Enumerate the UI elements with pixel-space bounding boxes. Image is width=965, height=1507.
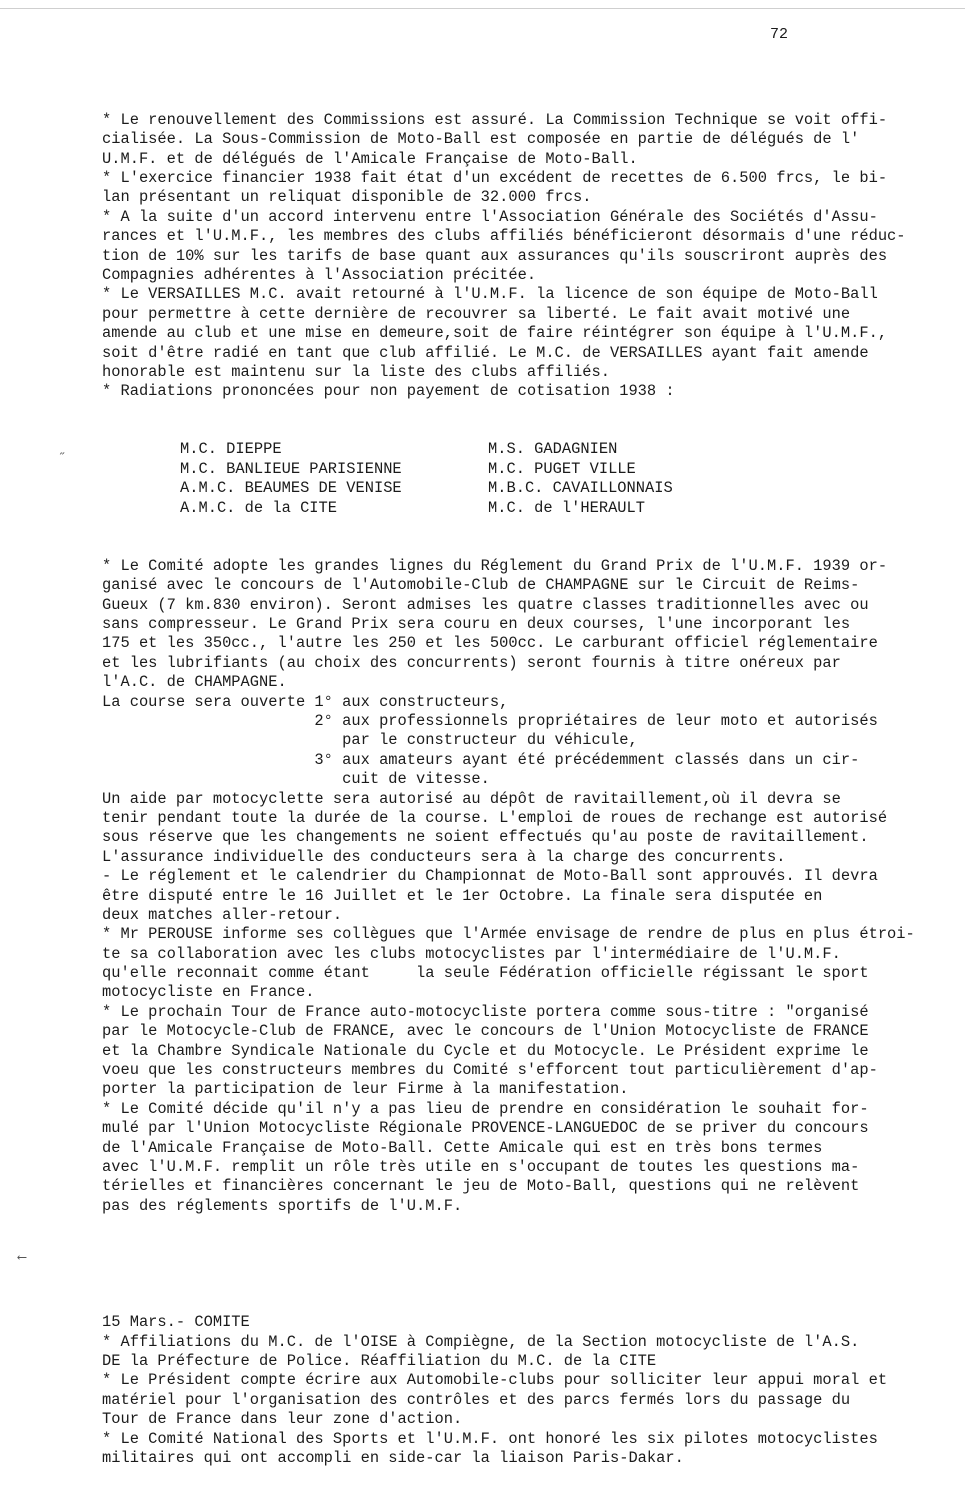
text-line: * Affiliations du M.C. de l'OISE à Compiègne, de la Section motocycliste de l'A.S.: [102, 1332, 860, 1351]
text-line: sans compresseur. Le Grand Prix sera couru en deux courses, l'une incorporant les: [102, 615, 851, 634]
radiation-row: [102, 460, 947, 479]
club-name: M.C. BANLIEUE PARISIENNE: [180, 459, 402, 478]
text-line: La course sera ouverte 1° aux constructeurs,: [102, 692, 509, 711]
text-line: et les lubrifiants (au choix des concurrents) seront fournis à titre onéreux par: [102, 653, 841, 672]
text-line: * Le Comité décide qu'il n'y a pas lieu de prendre en considération le souhait for-: [102, 1099, 869, 1118]
text-line: être disputé entre le 16 Juillet et le 1er Octobre. La finale sera disputée en: [102, 886, 823, 905]
text-line: tenir pendant toute la durée de la course. L'emploi de roues de rechange est autorisé: [102, 808, 888, 827]
text-line: Un aide par motocyclette sera autorisé au dépôt de ravitaillement,où il devra se: [102, 789, 841, 808]
margin-tick-mark: ˶: [60, 445, 68, 460]
text-line: sous réserve que les changements ne soient effectués qu'au poste de ravitaillement.: [102, 828, 869, 847]
blank-line: [102, 1255, 947, 1274]
text-line: pour permettre à cette dernière de recouvrer sa liberté. Le fait avait motivé une: [102, 304, 851, 323]
club-name: A.M.C. BEAUMES DE VENISE: [180, 479, 402, 498]
club-name: M.S. GADAGNIEN: [488, 440, 618, 459]
text-line: qu'elle reconnait comme étant la seule Fédération officielle régissant le sport: [102, 964, 869, 983]
text-line: te sa collaboration avec les clubs motocyclistes par l'intermédiaire de l'U.M.F.: [102, 944, 841, 963]
text-line: amende au club et une mise en demeure,soit de faire réintégrer son équipe à l'U.M.F.,: [102, 324, 888, 343]
text-line: Tour de France dans leur zone d'action.: [102, 1410, 463, 1429]
text-line: pas des réglements sportifs de l'U.M.F.: [102, 1196, 463, 1215]
radiation-row: [102, 479, 947, 498]
text-line: * Le Président compte écrire aux Automobile-clubs pour solliciter leur appui moral et: [102, 1371, 888, 1390]
text-line: tion de 10% sur les tarifs de base quant aux assurances qu'ils souscriront auprès des: [102, 246, 888, 265]
margin-scribble-mark: ⟵: [18, 1250, 26, 1265]
text-line: voeu que les constructeurs membres du Comité s'efforcent tout particulièrement d'ap-: [102, 1061, 878, 1080]
text-line: cuit de vitesse.: [102, 770, 490, 789]
text-line: mulé par l'Union Motocycliste Régionale PROVENCE-LANGUEDOC de se priver du concours: [102, 1119, 869, 1138]
text-line: deux matches aller-retour.: [102, 905, 343, 924]
club-name: A.M.C. de la CITE: [180, 498, 338, 517]
text-line: par le Motocycle-Club de FRANCE, avec le concours de l'Union Motocycliste de FRANCE: [102, 1022, 869, 1041]
text-line: 3° aux amateurs ayant été précédemment classés dans un cir-: [102, 750, 860, 769]
text-line: Gueux (7 km.830 environ). Seront admises les quatre classes traditionnelles avec ou: [102, 595, 869, 614]
page-number: 72: [770, 26, 789, 43]
text-line: Compagnies adhérentes à l'Association précitée.: [102, 265, 537, 284]
text-line: ganisé avec le concours de l'Automobile-Club de CHAMPAGNE sur le Circuit de Reims-: [102, 576, 860, 595]
text-line: militaires qui ont accompli en side-car la liaison Paris-Dakar.: [102, 1448, 684, 1467]
text-line: motocycliste en France.: [102, 983, 315, 1002]
text-line: cialisée. La Sous-Commission de Moto-Ball est composée en partie de délégués de l': [102, 130, 860, 149]
text-line: U.M.F. et de délégués de l'Amicale Française de Moto-Ball.: [102, 149, 638, 168]
text-line: - Le réglement et le calendrier du Championnat de Moto-Ball sont approuvés. Il devra: [102, 867, 878, 886]
document-body: [102, 72, 947, 1507]
radiation-row: [102, 440, 947, 459]
text-line: 175 et les 350cc., l'autre les 250 et les 500cc. Le carburant officiel réglementaire: [102, 634, 878, 653]
club-name: M.C. PUGET VILLE: [488, 459, 636, 478]
text-line: de l'Amicale Française de Moto-Ball. Cette Amicale qui est en très bons termes: [102, 1138, 823, 1157]
text-line: avec l'U.M.F. remplit un rôle très utile en s'occupant de toutes les questions ma-: [102, 1157, 860, 1176]
text-line: * Le Comité National des Sports et l'U.M.F. ont honoré les six pilotes motocyclistes: [102, 1429, 878, 1448]
text-line: * L'exercice financier 1938 fait état d'un excédent de recettes de 6.500 frcs, le bi-: [102, 168, 888, 187]
section-part-3: [102, 1313, 947, 1468]
text-line: térielles et financières concernant le jeu de Moto-Ball, questions qui ne relèvent: [102, 1177, 860, 1196]
club-name: M.C. de l'HERAULT: [488, 498, 646, 517]
text-line: rances et l'U.M.F., les membres des clubs affiliés bénéficieront désormais d'une réduc-: [102, 227, 906, 246]
radiations-list: [102, 440, 947, 518]
text-line: * Le prochain Tour de France auto-motocycliste portera comme sous-titre : "organisé: [102, 1002, 869, 1021]
text-line: L'assurance individuelle des conducteurs sera à la charge des concurrents.: [102, 847, 786, 866]
section-part-1: [102, 111, 947, 402]
text-line: par le constructeur du véhicule,: [102, 731, 638, 750]
text-line: matériel pour l'organisation des contrôles et des parcs fermés lors du passage du: [102, 1390, 851, 1409]
text-line: * Mr PEROUSE informe ses collègues que l'Armée envisage de rendre de plus en plus étroi-: [102, 925, 915, 944]
text-line: honorable est maintenu sur la liste des clubs affiliés.: [102, 362, 610, 381]
top-rule: [0, 8, 965, 9]
text-line: lan présentant un reliquat disponible de 32.000 frcs.: [102, 188, 592, 207]
text-line: 15 Mars.- COMITE: [102, 1313, 250, 1332]
radiation-row: [102, 499, 947, 518]
club-name: M.C. DIEPPE: [180, 440, 282, 459]
text-line: porter la participation de leur Firme à la manifestation.: [102, 1080, 629, 1099]
text-line: 2° aux professionnels propriétaires de leur moto et autorisés: [102, 711, 878, 730]
section-part-2: [102, 557, 947, 1216]
text-line: DE la Préfecture de Police. Réaffiliation du M.C. de la CITE: [102, 1351, 657, 1370]
text-line: l'A.C. de CHAMPAGNE.: [102, 673, 287, 692]
text-line: * Le VERSAILLES M.C. avait retourné à l'U.M.F. la licence de son équipe de Moto-Ball: [102, 285, 878, 304]
text-line: * Radiations prononcées pour non payement de cotisation 1938 :: [102, 382, 675, 401]
text-line: * Le renouvellement des Commissions est assuré. La Commission Technique se voit offi-: [102, 110, 888, 129]
text-line: et la Chambre Syndicale Nationale du Cycle et du Motocycle. Le Président exprime le: [102, 1041, 869, 1060]
text-line: * Le Comité adopte les grandes lignes du Réglement du Grand Prix de l'U.M.F. 1939 or-: [102, 556, 888, 575]
text-line: soit d'être radié en tant que club affilié. Le M.C. de VERSAILLES ayant fait amende: [102, 343, 869, 362]
text-line: * A la suite d'un accord intervenu entre l'Association Générale des Sociétés d'Assu-: [102, 207, 878, 226]
club-name: M.B.C. CAVAILLONNAIS: [488, 479, 673, 498]
